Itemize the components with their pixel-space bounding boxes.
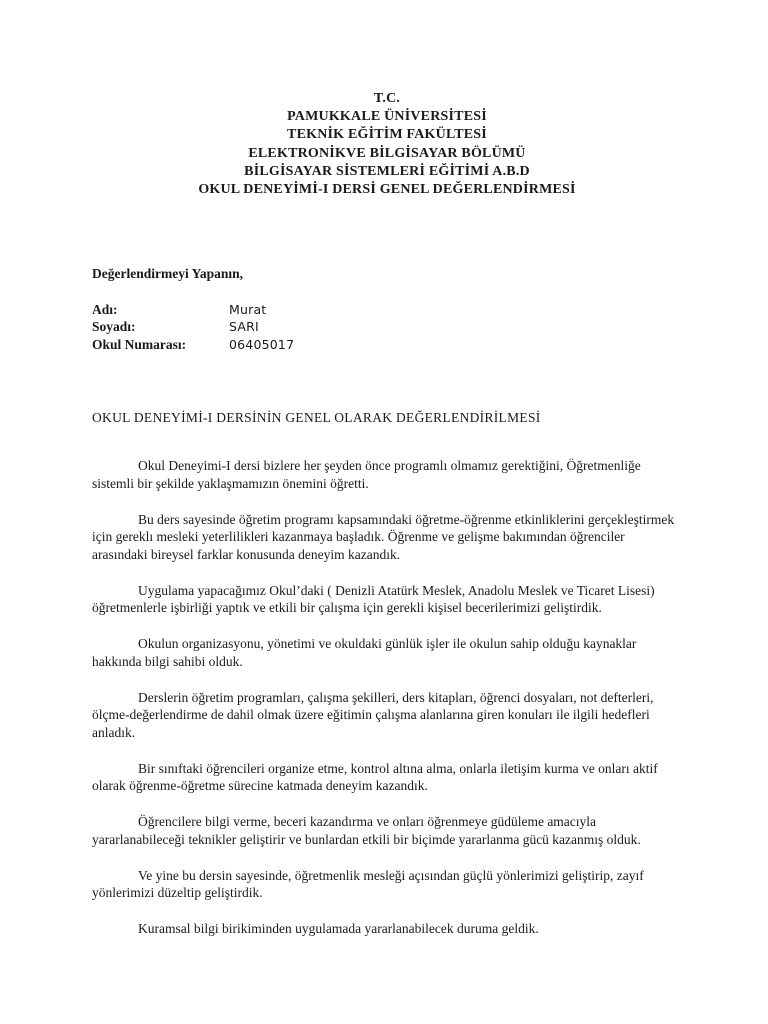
school-number-value: 06405017 (229, 336, 295, 352)
evaluator-section (92, 265, 682, 353)
paragraph: Kuramsal bilgi birikiminden uygulamada yararlanabilecek duruma geldik. (138, 921, 539, 937)
field-row-school-number (92, 336, 682, 354)
paragraph: Bu ders sayesinde öğretim programı kapsamındaki öğretme-öğrenme etkinliklerini gerçekleştirmek için gereklı mesleki yeterlilikleri kazanmaya başladık. Öğrenme ve gelişme bakımından öğrenciler arasındaki bireysel farklar konusunda deneyim kazandık. (92, 511, 675, 562)
paragraph: Ve yine bu dersin sayesinde, öğretmenlik mesleği açısından güçlü yönlerimizi geliştirip, zayıf yönlerimizi düzeltip geliştirdik. (92, 867, 644, 901)
document-page (92, 90, 682, 956)
school-number-label: Okul Numarası: (92, 336, 187, 352)
header-line-faculty: TEKNİK EĞİTİM FAKÜLTESİ (287, 127, 487, 143)
header-line-university: PAMUKKALE ÜNİVERSİTESİ (287, 109, 487, 125)
section-title: OKUL DENEYİMİ-I DERSİNİN GENEL OLARAK DEĞERLENDİRİLMESİ (92, 410, 541, 426)
document-header (92, 90, 682, 199)
header-line-document-title: OKUL DENEYİMİ-I DERSİ GENEL DEĞERLENDİRMESİ (198, 182, 576, 198)
header-line-division: BİLGİSAYAR SİSTEMLERİ EĞİTİMİ A.B.D (244, 163, 530, 179)
last-name-value: SARI (229, 319, 259, 335)
header-line-department: ELEKTRONİKVE BİLGİSAYAR BÖLÜMÜ (248, 145, 526, 161)
evaluation-body (92, 457, 682, 938)
evaluator-title: Değerlendirmeyi Yapanın, (92, 266, 243, 282)
last-name-label: Soyadı: (92, 319, 136, 335)
paragraph: Okul Deneyimi-I dersi bizlere her şeyden önce programlı olmamız gerektiğini, Öğretmenliğe sistemli bir şekilde yaklaşmamızın önemini öğretti. (92, 458, 641, 491)
paragraph: Bir sınıftaki öğrencileri organize etme, kontrol altına alma, onlarla iletişim kurma ve onları aktif olarak öğrenme-öğretme sürecine katmada deneyim kazandık. (92, 760, 658, 794)
first-name-label: Adı: (92, 301, 118, 317)
paragraph: Derslerin öğretim programları, çalışma şekilleri, ders kitapları, öğrenci dosyaları, not defterleri, ölçme-değerlendirme de dahil olmak üzere eğitimin çalışma alanlarına giren konuları ile ilgili hedefleri anladık. (92, 689, 654, 740)
paragraph: Öğrencilere bilgi verme, beceri kazandırma ve onları öğrenmeye güdüleme amacıyla yararlanabileceği teknikler geliştirir ve bunlardan etkili bir biçimde yararlanma gücü kazanmış olduk. (92, 814, 641, 847)
header-line-country: T.C. (373, 91, 401, 106)
first-name-value: Murat (229, 301, 267, 317)
paragraph: Uygulama yapacağımız Okul’daki ( Denizli Atatürk Meslek, Anadolu Meslek ve Ticaret Lisesi) öğretmenlerle işbirliği yaptık ve etkili bir çalışma için gerekli kişisel becerilerimizi geliştirdik. (92, 582, 655, 616)
paragraph: Okulun organizasyonu, yönetimi ve okuldaki günlük işler ile okulun sahip olduğu kaynaklar hakkında bilgi sahibi olduk. (92, 636, 637, 669)
field-row-last-name (92, 318, 682, 336)
field-row-first-name (92, 301, 682, 319)
